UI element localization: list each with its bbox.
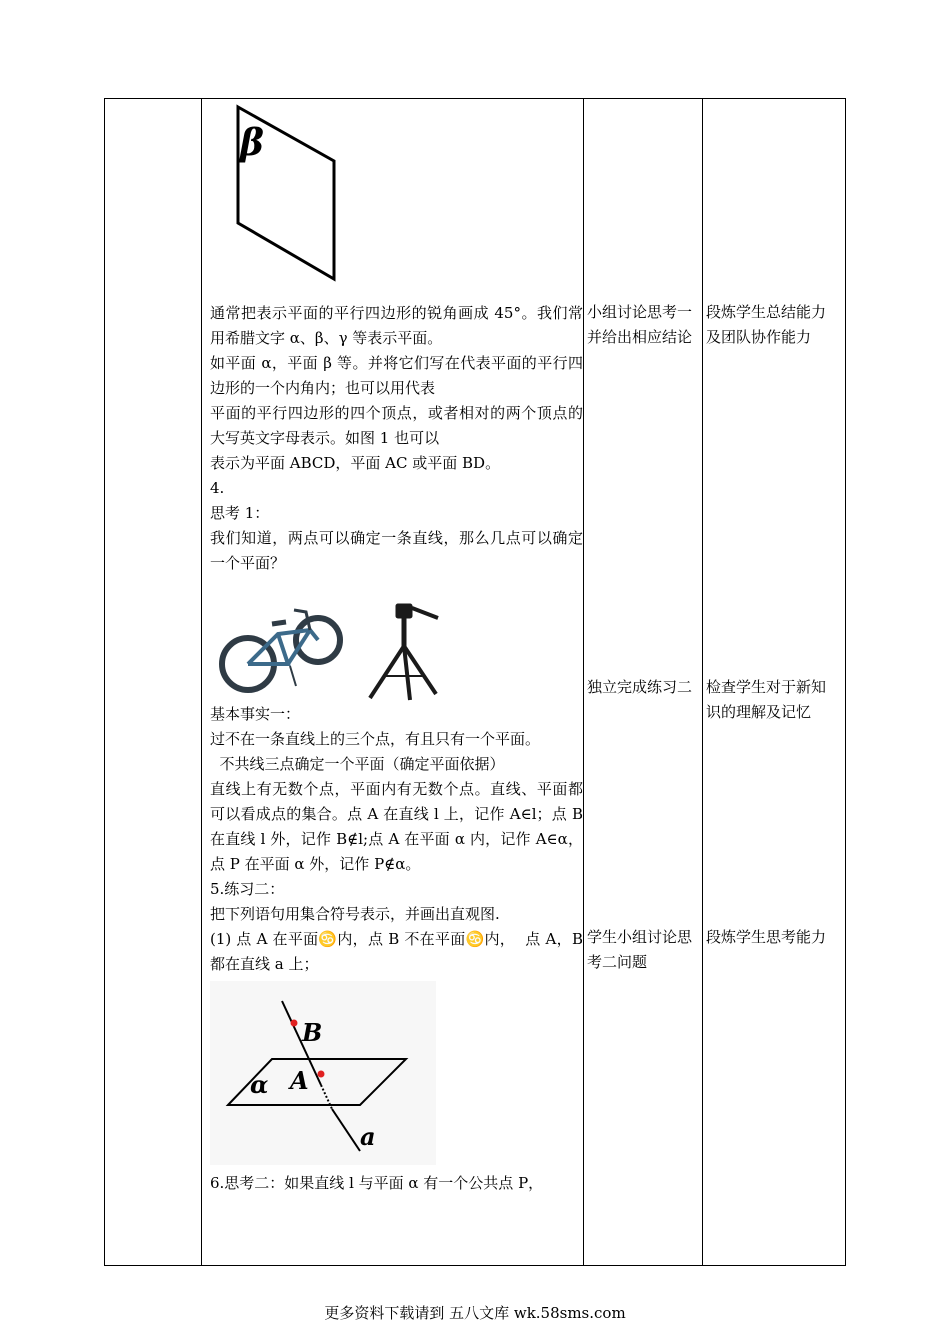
activity-3-text: 学生小组讨论思考二问题 (587, 928, 693, 971)
column-divider-2 (583, 99, 584, 1265)
beta-label: β (240, 122, 264, 164)
activity-1 (587, 300, 699, 350)
basic-fact-text: 过不在一条直线上的三个点，有且只有一个平面。 (210, 730, 541, 748)
line-through-plane-diagram (210, 981, 436, 1165)
tripod-icon (370, 604, 438, 700)
activity-2 (587, 675, 699, 700)
point-A (318, 1071, 325, 1078)
goal-2 (706, 675, 838, 725)
set-notation-paragraph: 直线上有无数个点，平面内有无数个点。直线、平面都可以看成点的集合。点 A 在直线 l 上，记作 A∈l；点 B 在直线 l 外，记作 B∉l;点 A 在平面 α 内，记作 A∈α，点 P 在平面 α 外，记作 P∉α。 (210, 780, 583, 873)
parallelogram-diagram (210, 99, 370, 295)
think-1-title: 思考 1： (210, 504, 270, 522)
label-A: A (290, 1066, 309, 1095)
exercise-2-item-1: (1) 点 A 在平面♋内，点 B 不在平面♋内， 点 A，B 都在直线 a 上； (210, 930, 588, 973)
goal-3-text: 段炼学生思考能力 (706, 928, 827, 946)
column-divider-1 (201, 99, 202, 1265)
goal-1 (706, 300, 838, 350)
column-divider-3 (702, 99, 703, 1265)
plane-naming-line-1: 如平面 α，平面 β 等。并将它们写在代表平面的平行四边形的一个内角内；也可以用代表 (210, 354, 583, 397)
footer-download-link[interactable]: 更多资料下载请到 五八文库 wk.58sms.com (324, 1304, 626, 1322)
activity-3 (587, 925, 699, 975)
basic-fact-note: 不共线三点确定一个平面（确定平面依据） (210, 755, 505, 773)
label-a: a (360, 1122, 376, 1151)
goal-1-text: 段炼学生总结能力及团队协作能力 (706, 303, 827, 346)
item-4-label: 4. (210, 479, 225, 497)
basic-fact-title: 基本事实一： (210, 705, 301, 723)
plane-naming-line-3: 表示为平面 ABCD，平面 AC 或平面 BD。 (210, 454, 501, 472)
teaching-content-column (210, 99, 588, 1265)
plane-naming-line-2: 平面的平行四边形的四个顶点，或者相对的两个顶点的大写英文字母表示。如图 1 也可以 (210, 404, 583, 447)
point-B (291, 1020, 298, 1027)
activity-2-text: 独立完成练习二 (587, 678, 693, 696)
bicycle-tripod-illustration (210, 590, 460, 702)
plane-beta-figure (210, 99, 370, 295)
think-2-text: 6.思考二：如果直线 l 与平面 α 有一个公共点 P， (210, 1174, 544, 1192)
lesson-table (104, 98, 846, 1266)
bicycle-icon (222, 610, 340, 690)
exercise-2-title: 5.练习二： (210, 880, 285, 898)
label-alpha: α (250, 1070, 269, 1099)
line-plane-figure (210, 981, 436, 1165)
bicycle-tripod-photo (210, 590, 460, 702)
exercise-2-instruction: 把下列语句用集合符号表示，并画出直观图. (210, 905, 500, 923)
line-a-lower (332, 1109, 360, 1151)
think-1-text: 我们知道，两点可以确定一条直线，那么几点可以确定一个平面？ (210, 529, 583, 572)
plane-notation-paragraph: 通常把表示平面的平行四边形的锐角画成 45°。我们常用希腊文字 α、β、γ 等表示平面。 (210, 304, 583, 347)
label-B: B (302, 1018, 323, 1047)
goal-3 (706, 925, 838, 950)
goal-2-text: 检查学生对于新知识的理解及记忆 (706, 678, 827, 721)
activity-1-text: 小组讨论思考一并给出相应结论 (587, 303, 693, 346)
